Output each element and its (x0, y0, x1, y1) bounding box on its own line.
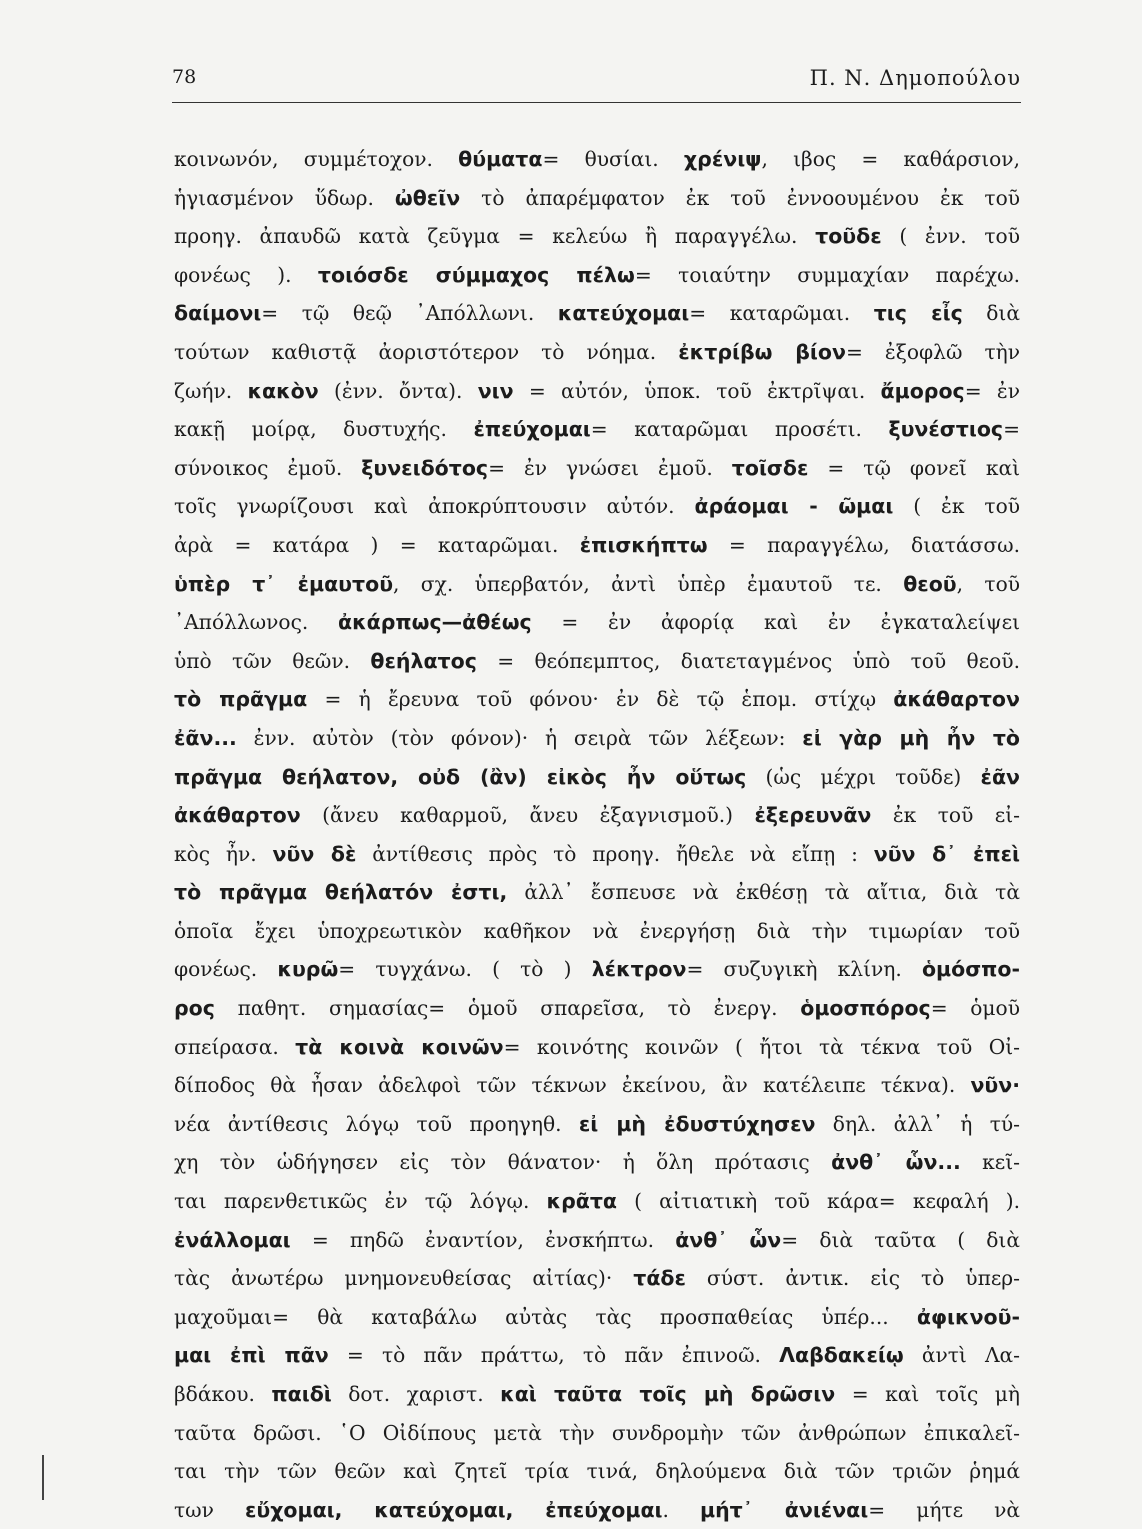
text-line (174, 1028, 1020, 1067)
lemma-term: τὸ πρᾶγμα θεήλατόν ἐστι, (174, 880, 508, 905)
gloss-text: = καταρῶμαι. (689, 301, 874, 326)
margin-mark (42, 1455, 44, 1500)
gloss-text: των (174, 1497, 245, 1522)
text-line (174, 1105, 1020, 1144)
lemma-term: ἐκτρίβω βίον (678, 339, 846, 364)
gloss-text: = αὐτόν, ὑποκ. τοῦ ἐκτρῖψαι. (513, 378, 881, 403)
gloss-text: (ὡς μέχρι τοῦδε) (746, 764, 981, 789)
gloss-text: δοτ. χαριστ. (331, 1382, 501, 1406)
text-line (174, 526, 1020, 565)
gloss-text: δηλ. ἀλλ᾿ ἡ τύ- (815, 1111, 1020, 1136)
lemma-term: θύματα (458, 147, 543, 171)
lemma-term: ὁμόσπο- (921, 957, 1020, 982)
gloss-text: = θεόπεμπτος, διατεταγμένος ὑπὸ τοῦ θεοῦ. (476, 648, 1020, 673)
gloss-text: ἀντὶ Λα- (903, 1343, 1020, 1368)
gloss-text: ἀρὰ = κατάρα ) = καταρῶμαι. (174, 532, 580, 557)
gloss-text: ται τὴν τῶν θεῶν καὶ ζητεῖ τρία τινά, δηλούμενα διὰ τῶν τριῶν ῥημά (174, 1459, 1020, 1484)
lemma-term: κατεύχομαι (557, 301, 690, 326)
gloss-text: = μήτε νὰ (868, 1497, 1020, 1522)
lemma-term: ἀράομαι - ῶμαι (694, 494, 894, 519)
gloss-text: (ἄνευ καθαρμοῦ, ἄνευ ἐξαγνισμοῦ.) (300, 803, 755, 828)
text-line (174, 1298, 1020, 1337)
lemma-term: ρος (174, 996, 215, 1021)
lemma-term: τοιόσδε σύμμαχος πέλω (317, 262, 635, 287)
lemma-term: Λαβδακείῳ (779, 1343, 904, 1368)
gloss-text: νέα ἀντίθεσις λόγῳ τοῦ προηγηθ. (174, 1111, 579, 1136)
gloss-text: = καταρῶμαι προσέτι. (590, 417, 889, 442)
text-line (174, 1066, 1020, 1105)
lemma-term: ἐπισκήπτω (579, 532, 708, 557)
lemma-term: λέκτρον (591, 957, 687, 982)
text-line (174, 333, 1020, 372)
lemma-term: τις εἶς (873, 301, 963, 326)
lemma-term: ἐπεύχομαι (473, 417, 591, 442)
text-line (174, 912, 1020, 951)
lemma-term: παιδὶ (271, 1382, 332, 1406)
gloss-text: = διὰ ταῦτα ( διὰ (781, 1227, 1020, 1252)
gloss-text: = τῷ φονεῖ καὶ (808, 455, 1020, 480)
lemma-term: ἀνθ᾿ ὧν (675, 1227, 782, 1252)
gloss-text: φονέως. (174, 957, 278, 982)
gloss-text: = τὸ πᾶν πράττω, τὸ πᾶν ἐπινοῶ. (328, 1343, 780, 1368)
lemma-term: καὶ ταῦτα τοῖς μὴ δρῶσιν (500, 1382, 836, 1406)
lemma-term: ἀκάθαρτον (174, 803, 301, 828)
text-line (174, 835, 1020, 874)
gloss-text: σύνοικος ἐμοῦ. (174, 455, 362, 480)
lemma-term: νιν (477, 378, 514, 403)
text-line (174, 372, 1020, 411)
lemma-term: δαίμονι (174, 301, 262, 326)
commentary-text (174, 140, 1020, 1529)
gloss-text: = τῷ θεῷ ᾿Απόλλωνι. (261, 301, 558, 326)
text-line (174, 256, 1020, 295)
gloss-text: = ἐν (964, 378, 1020, 403)
lemma-term: τὸ πρᾶγμα (174, 687, 308, 712)
gloss-text: = καὶ τοῖς μὴ (835, 1382, 1020, 1406)
lemma-term: κρᾶτα (546, 1189, 618, 1214)
text-line (174, 1182, 1020, 1221)
text-line (174, 1375, 1020, 1414)
gloss-text: = (1003, 417, 1020, 442)
running-header (172, 66, 1021, 102)
gloss-text: ταῦτα δρῶσι. ῾Ο Οἰδίπους μετὰ τὴν συνδρομὴν τῶν ἀνθρώπων ἐπικαλεῖ- (174, 1420, 1020, 1445)
gloss-text: (ἐνν. ὄντα). (318, 378, 478, 403)
lemma-term: μήτ᾿ ἀνιέναι (700, 1497, 869, 1522)
gloss-text: σύστ. ἀντικ. εἰς τὸ ὑπερ- (685, 1266, 1020, 1291)
gloss-text: τούτων καθιστᾷ ἀοριστότερον τὸ νόημα. (174, 339, 679, 364)
gloss-text: κεῖ- (960, 1150, 1020, 1175)
gloss-text: = ἐν γνώσει ἐμοῦ. (488, 455, 732, 480)
gloss-text: παθητ. σημασίας= ὁμοῦ σπαρεῖσα, τὸ ἐνεργ. (214, 996, 801, 1021)
lemma-term: τοῖσδε (731, 455, 809, 480)
lemma-term: κυρῶ (277, 957, 339, 982)
gloss-text: διὰ (962, 301, 1020, 326)
lemma-term: ἄμορος (880, 378, 965, 403)
text-line (174, 410, 1020, 449)
gloss-text: = ἡ ἔρευνα τοῦ φόνου· ἐν δὲ τῷ ἑπομ. στίχῳ (307, 687, 894, 712)
lemma-term: τοῦδε (815, 224, 882, 249)
gloss-text: = τοιαύτην συμμαχίαν παρέχω. (634, 262, 1020, 287)
gloss-text: κὸς ἦν. (174, 841, 273, 866)
gloss-text: ἡγιασμένον ὕδωρ. (174, 185, 395, 210)
lemma-term: ὁμοσπόρος (800, 996, 931, 1021)
gloss-text: = παραγγέλω, διατάσσω. (707, 532, 1020, 557)
text-line (174, 642, 1020, 681)
lemma-term: ξυνέστιος (888, 417, 1004, 442)
text-line (174, 1259, 1020, 1298)
lemma-term: τάδε (633, 1266, 686, 1291)
gloss-text: ἀλλ᾿ ἔσπευσε νὰ ἐκθέσῃ τὰ αἴτια, διὰ τὰ (507, 880, 1020, 905)
text-line (174, 1414, 1020, 1453)
lemma-term: εἰ μὴ ἐδυστύχησεν (578, 1111, 816, 1136)
gloss-text: τὸ ἀπαρέμφατον ἐκ τοῦ ἐννοουμένου ἐκ τοῦ (460, 185, 1020, 210)
text-line (174, 796, 1020, 835)
text-line (174, 603, 1020, 642)
gloss-text: ( ἐκ τοῦ (893, 494, 1020, 519)
lemma-term: ἀκάρπως—ἀθέως (338, 610, 532, 635)
gloss-text: = τυγχάνω. ( τὸ ) (338, 957, 592, 982)
gloss-text: , τοῦ (956, 571, 1020, 596)
lemma-term: ξυνειδότος (361, 455, 489, 480)
text-line (174, 873, 1020, 912)
lemma-term: νῦν δὲ (272, 841, 357, 866)
text-line (174, 294, 1020, 333)
gloss-text: ἐνν. αὐτὸν (τὸν φόνον)· ἡ σειρὰ τῶν λέξεων: (236, 725, 803, 750)
text-line (174, 487, 1020, 526)
lemma-term: θεοῦ (903, 571, 957, 596)
gloss-text: = πηδῶ ἐναντίον, ἐνσκήπτω. (290, 1227, 676, 1252)
gloss-text: ζωήν. (174, 378, 248, 403)
lemma-term: εὔχομαι, κατεύχομαι, ἐπεύχομαι (244, 1497, 663, 1522)
gloss-text: = θυσίαι. (542, 147, 684, 171)
page-number: 78 (172, 66, 197, 88)
lemma-term: μαι ἐπὶ πᾶν (174, 1343, 329, 1368)
gloss-text: βδάκου. (174, 1382, 272, 1406)
text-line (174, 565, 1020, 604)
text-line (174, 449, 1020, 488)
gloss-text: κοινωνόν, συμμέτοχον. (174, 147, 459, 171)
lemma-term: ἐᾶν (980, 764, 1020, 789)
gloss-text: ( ἐνν. τοῦ (881, 224, 1020, 249)
text-line (174, 1491, 1020, 1529)
gloss-text: = κοινότης κοινῶν ( ἤτοι τὰ τέκνα τοῦ Οἰ- (503, 1034, 1020, 1059)
gloss-text: τὰς ἀνωτέρω μνημονευθείσας αἰτίας)· (174, 1266, 634, 1291)
text-line (174, 140, 1020, 179)
gloss-text: , ιβος = καθάρσιον, (761, 147, 1020, 171)
gloss-text: ται παρενθετικῶς ἐν τῷ λόγῳ. (174, 1189, 547, 1214)
gloss-text: σπείρασα. (174, 1034, 296, 1059)
gloss-text: κακῇ μοίρᾳ, δυστυχής. (174, 417, 474, 442)
text-line (174, 1452, 1020, 1491)
text-line (174, 719, 1020, 758)
lemma-term: ἀκάθαρτον (893, 687, 1020, 712)
lemma-term: ἐᾶν... (174, 725, 237, 750)
text-line (174, 1143, 1020, 1182)
lemma-term: ἀφικνοῦ- (916, 1304, 1020, 1329)
gloss-text: χη τὸν ὡδήγησεν εἰς τὸν θάνατον· ἡ ὅλη πρότασις (174, 1150, 832, 1175)
gloss-text: ὁποῖα ἔχει ὑποχρεωτικὸν καθῆκον νὰ ἐνεργήσῃ διὰ τὴν τιμωρίαν τοῦ (174, 918, 1020, 943)
gloss-text: δίποδος θὰ ἦσαν ἀδελφοὶ τῶν τέκνων ἐκείνου, ἂν κατέλειπε τέκνα). (174, 1073, 971, 1098)
lemma-term: ἐνάλλομαι (174, 1227, 291, 1252)
lemma-term: ὠθεῖν (394, 185, 461, 210)
lemma-term: νῦν δ᾿ ἐπεὶ (873, 841, 1020, 866)
gloss-text: προηγ. ἀπαυδῶ κατὰ ζεῦγμα = κελεύω ἢ παραγγέλω. (174, 224, 816, 249)
gloss-text: = ἐν ἀφορίᾳ καὶ ἐν ἐγκαταλείψει (531, 610, 1020, 635)
gloss-text: ὑπὸ τῶν θεῶν. (174, 648, 371, 673)
lemma-term: ἀνθ᾿ ὧν... (831, 1150, 961, 1175)
gloss-text: , σχ. ὑπερβατόν, ἀντὶ ὑπὲρ ἐμαυτοῦ τε. (393, 571, 904, 596)
lemma-term: τὰ κοινὰ κοινῶν (295, 1034, 504, 1059)
gloss-text: = ὁμοῦ (930, 996, 1020, 1021)
gloss-text: ( αἰτιατικὴ τοῦ κάρα= κεφαλή ). (617, 1189, 1020, 1214)
gloss-text: ἀντίθεσις πρὸς τὸ προηγ. ἤθελε νὰ εἴπῃ : (356, 841, 874, 866)
text-line (174, 1336, 1020, 1375)
lemma-term: θεήλατος (370, 648, 477, 673)
lemma-term: ἐξερευνᾶν (754, 803, 872, 828)
gloss-text: τοῖς γνωρίζουσι καὶ ἀποκρύπτουσιν αὐτόν. (174, 494, 695, 519)
text-line (174, 989, 1020, 1028)
lemma-term: εἰ γὰρ μὴ ἦν τὸ (802, 725, 1020, 750)
text-line (174, 1221, 1020, 1260)
text-line (174, 950, 1020, 989)
gloss-text: φονέως ). (174, 262, 318, 287)
lemma-term: κακὸν (247, 378, 319, 403)
lemma-term: χρένιψ (683, 147, 762, 171)
text-line (174, 758, 1020, 797)
lemma-term: ὑπὲρ τ᾿ ἐμαυτοῦ (174, 571, 394, 596)
text-line (174, 179, 1020, 218)
header-rule (172, 102, 1021, 103)
gloss-text: μαχοῦμαι= θὰ καταβάλω αὐτὰς τὰς προσπαθείας ὑπέρ... (174, 1304, 917, 1329)
gloss-text: = ἐξοφλῶ τὴν (845, 339, 1020, 364)
running-head-author: Π. Ν. Δημοπούλου (809, 66, 1021, 90)
lemma-term: πρᾶγμα θεήλατον, οὐδ (ἂν) εἰκὸς ἦν οὕτως (174, 764, 747, 789)
gloss-text: = συζυγικὴ κλίνη. (686, 957, 922, 982)
text-line (174, 217, 1020, 256)
lemma-term: νῦν· (970, 1073, 1020, 1098)
text-line (174, 680, 1020, 719)
gloss-text: ἐκ τοῦ εἰ- (871, 803, 1020, 828)
gloss-text: ᾿Απόλλωνος. (174, 610, 339, 635)
gloss-text: . (662, 1497, 700, 1522)
